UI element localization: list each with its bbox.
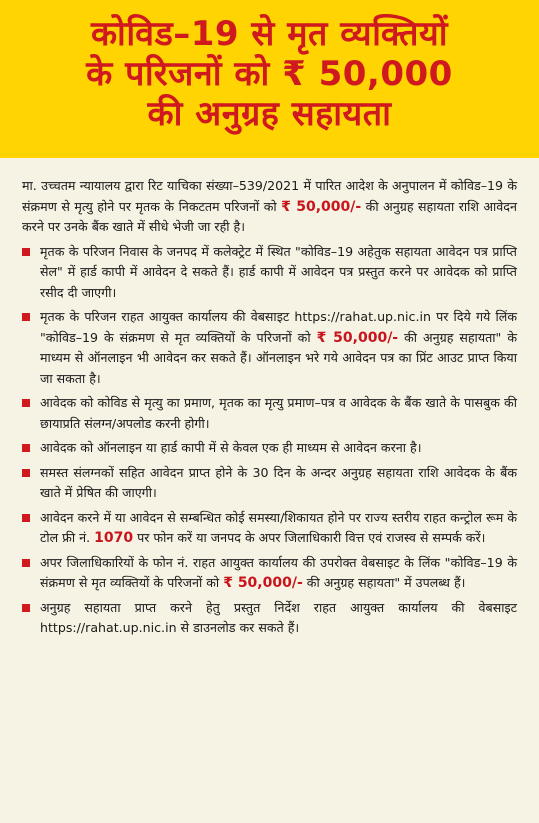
intro-paragraph xyxy=(22,176,517,238)
instruction-text: अपर जिलाधिकारियों के फोन नं. राहत आयुक्त कार्यालय की उपरोक्त वेबसाइट के लिंक "कोविड–19 के संक्रमण से मृत व्यक्तियों के परिजनों को xyxy=(40,554,517,590)
title-line-3: की अनुग्रह सहायता xyxy=(147,94,392,134)
title-line-1: कोविड–19 से मृत व्यक्तियों xyxy=(90,14,449,54)
intro-amount: ₹ 50,000/- xyxy=(281,198,362,215)
instruction-text: आवेदक को ऑनलाइन या हार्ड कापी में से केवल एक ही माध्यम से आवेदन करना है। xyxy=(40,440,422,455)
instruction-text: की अनुग्रह सहायता" में उपलब्ध हैं। xyxy=(302,575,466,590)
bullet-square-icon xyxy=(22,469,30,477)
instruction-text: आवेदक को कोविड से मृत्यु का प्रमाण, मृतक का मृत्यु प्रमाण–पत्र व आवेदक के बैंक खाते के पासबुक की छायाप्रति संलग्न/अपलोड करनी होगी। xyxy=(40,395,517,431)
title-banner xyxy=(0,0,539,158)
instruction-item xyxy=(22,307,517,389)
intro-text-2: की अनुग्रह सहायता राशि आवेदन करने पर उनके बैंक खाते में सीधे भेजी जा रही है। xyxy=(22,198,517,234)
instruction-item xyxy=(22,508,517,549)
instruction-item xyxy=(22,463,517,504)
instruction-item xyxy=(22,393,517,434)
instruction-text: पर फोन करें या जनपद के अपर जिलाधिकारी वित्त एवं राजस्व से सम्पर्क करें। xyxy=(133,530,486,545)
instruction-text: आवेदन करने में या आवेदन से सम्बन्धित कोई समस्या/शिकायत होने पर राज्य स्तरीय राहत कन्ट्रोल रूम के टोल फ्री नं. xyxy=(40,509,517,545)
bullet-square-icon xyxy=(22,559,30,567)
instruction-text: की अनुग्रह सहायता" के माध्यम से ऑनलाइन भी आवेदन कर सकते हैं। ऑनलाइन भरे गये आवेदन पत्र का प्रिंट आउट प्राप्त किया जा सकता है। xyxy=(40,329,517,386)
instruction-text: समस्त संलग्नकों सहित आवेदन प्राप्त होने के 30 दिन के अन्दर अनुग्रह सहायता राशि आवेदक के बैंक खाते में प्रेषित की जाएगी। xyxy=(40,464,517,500)
bullet-square-icon xyxy=(22,604,30,612)
instruction-item xyxy=(22,242,517,304)
instruction-item xyxy=(22,553,517,594)
instruction-text: मृतक के परिजन निवास के जनपद में कलेक्ट्रेट में स्थित "कोविड–19 अहेतुक सहायता आवेदन पत्र प्राप्ति सेल" में हार्ड कापी में आवेदन दे सकते हैं। हार्ड कापी में आवेदन पत्र प्रस्तुत करने पर आवेदक को प्राप्ति रसीद दी जाएगी। xyxy=(40,243,517,300)
instruction-amount: ₹ 50,000/- xyxy=(316,329,399,346)
bullet-square-icon xyxy=(22,444,30,452)
bullet-square-icon xyxy=(22,248,30,256)
instruction-list xyxy=(22,242,517,639)
instruction-amount: ₹ 50,000/- xyxy=(223,575,303,591)
instruction-item xyxy=(22,598,517,639)
bullet-square-icon xyxy=(22,514,30,522)
instruction-item xyxy=(22,438,517,459)
bullet-square-icon xyxy=(22,399,30,407)
title-line-2: के परिजनों को ₹ 50,000 xyxy=(86,54,453,94)
intro-text-1: मा. उच्चतम न्यायालय द्वारा रिट याचिका संख्या–539/2021 में पारित आदेश के अनुपालन में कोविड–19 के संक्रमण से मृत्यु होने पर मृतक के निकटतम परिजनों को xyxy=(22,178,517,214)
instruction-text: मृतक के परिजन राहत आयुक्त कार्यालय की वेबसाइट https://rahat.up.nic.in पर दिये गये लिंक "कोविड–19 के संक्रमण से मृत व्यक्तियों के परिजनों को xyxy=(40,309,517,345)
toll-free-number: 1070 xyxy=(94,530,134,546)
bullet-square-icon xyxy=(22,313,30,321)
notice-body xyxy=(0,176,539,823)
instruction-text: अनुग्रह सहायता प्राप्त करने हेतु प्रस्तुत निर्देश राहत आयुक्त कार्यालय की वेबसाइट https://rahat.up.nic.in से डाउनलोड कर सकते हैं। xyxy=(40,599,517,635)
